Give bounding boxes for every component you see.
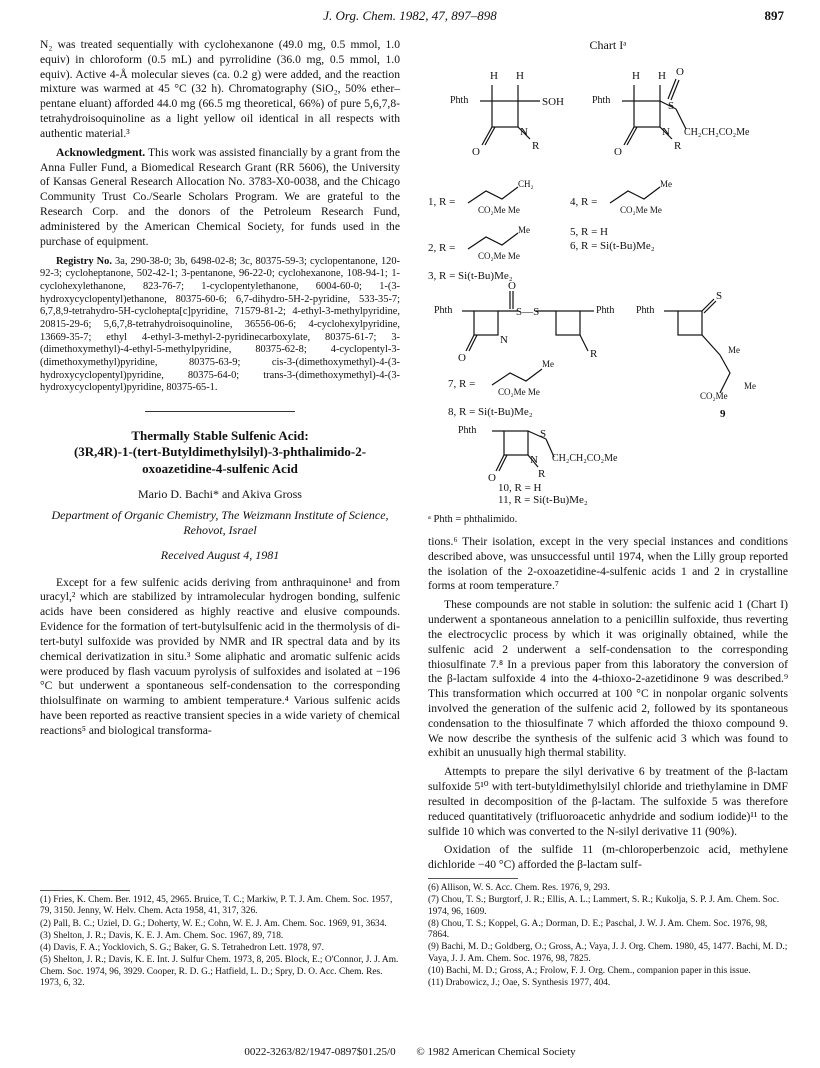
phthalimido-label: Phth (592, 95, 611, 107)
hydrogen-label: H (658, 70, 666, 83)
methyl-label: Me (728, 345, 740, 356)
body-paragraph-2: tions.⁶ Their isolation, except in the very special instances and conditions described above, was unsuccessful until 1974, when the Lilly group reported the isolation of the 2-oxoazetidine-4-sulfenic acids 1 and 2 in crystalline forms at room temperature.⁷ (428, 534, 788, 593)
r-group-label: R (532, 140, 540, 153)
r-group-label: R (674, 140, 682, 153)
body-paragraph-3: These compounds are not stable in solution: the sulfenic acid 1 (Chart I) underwent a spontaneous annelation to a penicillin sulfoxide, thus reverting the electrocyclic process by which it was originally obtained, while the sulfenic acid 2 underwent a self-condensation to the corresponding thiosulfinate 7.⁸ In a previous paper from this laboratory the conversion of the β-lactam sulfoxide 4 into the 4-thioxo-2-azetidinone 9 was described.⁹ This transformation which occurred at 100 °C in nonpolar organic solvents involved the generation of the sulfenic acid 2, followed by its spontaneous condensation to the thiosulfinate 7 which afforded the thioxo compound 9. We now describe the synthesis of the sulfenic acid 3 which was found to exhibit an unusually high thermal stability. (428, 598, 788, 760)
journal-citation (0, 8, 820, 24)
footnote: (3) Shelton, J. R.; Davis, K. E. J. Am. Chem. Soc. 1967, 89, 718. (40, 930, 284, 941)
sulfur-label: S (668, 100, 675, 113)
journal-volume: 1982, 47, 897–898 (396, 8, 497, 23)
ester-label: CO₂Me Me (620, 205, 662, 216)
body-paragraph-5: Oxidation of the sulfide 11 (m-chloroperbenzoic acid, methylene dichloride −40 °C) afforded the β-lactam sulf- (428, 843, 788, 872)
ester-label: CO₂Me Me (498, 387, 540, 398)
compound-10-label: 10, R = H (498, 482, 542, 495)
nitrogen-label: N (530, 454, 538, 467)
copyright: © 1982 American Chemical Society (416, 1046, 576, 1058)
oxygen-label: O (472, 146, 480, 159)
compound-8-label: 8, R = Si(t-Bu)Me₂ (448, 406, 533, 419)
beta-lactam-sulfoxide (622, 79, 686, 145)
chart-title: Chart Iᵃ (589, 38, 627, 52)
disulfide-bridge: S—S (516, 306, 540, 319)
methyl-label: Me (518, 225, 530, 236)
footnote: (2) Pall, B. C.; Uziel, D. G.; Doherty, W. E.; Cohn, W. E. J. Am. Chem. Soc. 1969, 91, 3634. (40, 918, 387, 929)
page-footer (0, 1046, 820, 1058)
propionate-chain: CH₂CH₂CO₂Me (684, 127, 750, 139)
footnote: (5) Shelton, J. R.; Davis, K. E. Int. J. Sulfur Chem. 1973, 8, 205. Block, E.; O'Connor, J. J. Am. Chem. Soc. 1974, 96, 3929. Cooper, R. D. G.; Hatfield, L. D.; Spry, D. O. Acc. Chem. Res. 1973, 6, 32. (40, 955, 399, 988)
body-paragraph-4: Attempts to prepare the silyl derivative 6 by treatment of the β-lactam sulfoxide 5¹⁰ with tert-butyldimethylsilyl chloride and triethylamine in DMF resulted in decomposition of the β-lactam. The sulfoxide 5 was therefore reduced quantitatively (trifluoroacetic anhydride and sodium iodide)¹¹ to the sulfide 10 which was converted to the N-silyl derivative 11 (90%). (428, 765, 788, 838)
compound-3-label: 3, R = Si(t-Bu)Me₂ (428, 270, 513, 283)
chart-footnote: ᵃ Phth = phthalimido. (428, 514, 518, 526)
footnote: (10) Bachi, M. D.; Gross, A.; Frolow, F. J. Org. Chem., companion paper in this issue. (428, 965, 751, 976)
oxygen-label: O (488, 472, 496, 485)
phthalimido-label: Phth (636, 305, 655, 317)
footnote: (11) Drabowicz, J.; Oae, S. Synthesis 1977, 404. (428, 978, 611, 989)
nitrogen-label: N (662, 126, 670, 139)
footnotes-left (40, 890, 400, 990)
footnote: (4) Davis, F. A.; Yocklovich, S. G.; Baker, G. S. Tetrahedron Lett. 1978, 97. (40, 943, 324, 954)
title-line-2: (3R,4R)-1-(tert-Butyldimethylsilyl)-3-phthalimido-2-oxoazetidine-4-sulfenic Acid (73, 444, 367, 476)
ester-label: CO₂Me Me (478, 251, 520, 262)
phthalimido-label: Phth (450, 95, 469, 107)
section-divider (145, 411, 295, 412)
compound-11-label: 11, R = Si(t-Bu)Me₂ (498, 494, 588, 507)
authors: Mario D. Bachi* and Akiva Gross (138, 486, 302, 501)
compound-6-label: 6, R = Si(t-Bu)Me₂ (570, 240, 655, 253)
thioxo-sulfur-label: S (716, 290, 723, 303)
experimental-paragraph: N₂ was treated sequentially with cyclohexanone (49.0 mg, 0.5 mmol, 1.0 equiv) in chloroform (0.5 mL) and pyrrolidine (36.0 mg, 0.5 mmol, 1.0 equiv). Active 4-Å molecular sieves (ca. 0.2 g) were added, and the reaction mixture was warmed at 45 °C (32 h). Chromatography (SiO₂, 50% ether–pentane eluant) afforded 44.0 mg (66.5 mg theoretical, 66%) of pure 5,6,7,8-tetrahydroisoquinoline as a light yellow oil identical in all respects with authentic material.³ (40, 38, 400, 140)
r-group-label: R (590, 348, 598, 361)
affiliation: Department of Organic Chemistry, The Weizmann Institute of Science, Rehovot, Israel (51, 508, 389, 538)
acknowledgment-text: This work was assisted financially by a grant from the Anna Fuller Fund, a Biomedical Research Grant (RR 5606), the University of Kansas General Research Allocation No. 3783-X0-0038, and the Chicago Community Trust Co./Searle Scholars Program. We are grateful to the Research Corp. and the donors of the Petroleum Research Fund, administered by the American Chemical Society, for funds used in the purchase of equipment. (40, 145, 400, 248)
methyl-label: Me (744, 381, 756, 392)
compound-7-label: 7, R = (448, 378, 476, 391)
footnote: (8) Chou, T. S.; Koppel, G. A.; Dorman, D. E.; Paschal, J. W. J. Am. Chem. Soc. 1976, 98, 7864. (428, 918, 768, 941)
article-code: 0022-3263/82/1947-0897$01.25/0 (244, 1046, 396, 1058)
journal-name: J. Org. Chem. (323, 8, 397, 23)
hydrogen-label: H (516, 70, 524, 83)
phthalimido-label: Phth (434, 305, 453, 317)
hydrogen-label: H (632, 70, 640, 83)
compound-1-label: 1, R = (428, 196, 456, 209)
oxygen-label: O (508, 280, 516, 293)
registry-numbers (40, 256, 400, 396)
footnote-rule (428, 878, 518, 879)
nitrogen-label: N (500, 334, 508, 347)
acknowledgment (40, 146, 400, 250)
title-line-1: Thermally Stable Sulfenic Acid: (131, 428, 309, 444)
compound-5-label: 5, R = H (570, 226, 608, 239)
sulfenic-acid-group: SOH (542, 96, 565, 109)
footnote-rule (40, 890, 130, 891)
beta-lactam-sulfenic-acid (480, 85, 540, 145)
methyl-label: Me (660, 179, 672, 190)
received-date: Received August 4, 1981 (160, 548, 280, 563)
footnotes-right (428, 878, 788, 991)
footnote: (1) Fries, K. Chem. Ber. 1912, 45, 2965. Bruice, T. C.; Markiw, P. T. J. Am. Chem. Soc. 1957, 79, 3150. Jenny, W. Helv. Chem. Acta 1958, 41, 317, 326. (40, 895, 393, 917)
r-group-label: R (538, 468, 546, 481)
compound-9-label: 9 (720, 408, 726, 421)
left-column (40, 38, 400, 743)
registry-text: 3a, 290-38-0; 3b, 6498-02-8; 3c, 80375-59-3; cyclopentanone, 120-92-3; cycloheptanone, 502-42-1; 3-pentanone, 96-22-0; cyclohexanone, 108-94-1; 1-cyclohexylethanone, 823-76-7; 1-cyclopentylethanone, 6004-60-0; 1-(3-hydroxycyclopentyl)ethanone, 80375-60-6; 6,7-dihydro-5H-2-pyridine, 533-35-7; 6,7,8,9-tetrahydro-5H-cyclohepta[c]pyridine, 71579-81-2; 4-ethyl-3-methylpyridine, 20815-29-6; 5,6,7,8-tetrahydroisoquinoline, 36556-06-6; 4-cyclohexylpyridine, 13669-35-7; ethyl 4-ethyl-3-methyl-2-pyridinecarboxylate, 80375-61-7; 3-(dimethoxymethyl)-4-ethyl-5-methylpyridine, 80375-62-8; 4-cyclopentyl-3-(dimethoxymethyl)pyridine, 80375-63-9; cis-3-(dimethoxymethyl)-4-(3-hydroxycyclopentyl)pyridine, 80375-64-0; trans-3-(dimethoxymethyl)-4-(3-hydroxycyclopentyl)pyridine, 80375-65-1. (40, 255, 400, 394)
thioxo-azetidinone (664, 299, 730, 393)
registry-heading: Registry No. (56, 255, 112, 267)
article-title (40, 428, 400, 477)
page-number: 897 (764, 8, 784, 23)
running-header (0, 8, 820, 26)
oxygen-label: O (676, 66, 684, 79)
footnote: (7) Chou, T. S.; Burgtorf, J. R.; Ellis, A. L.; Lammert, S. R.; Kukolja, S. P. J. Am. Chem. Soc. 1974, 96, 1609. (428, 895, 780, 917)
oxygen-label: O (458, 352, 466, 365)
acknowledgment-heading: Acknowledgment. (56, 145, 146, 159)
footnote: (9) Bachi, M. D.; Goldberg, O.; Gross, A.; Vaya, J. J. Org. Chem. 1980, 45, 1477. Bachi, M. D.; Vaya, J. J. Am. Chem. Soc. 1976, 98, 7825. (428, 942, 788, 964)
phthalimido-label: Phth (458, 425, 477, 437)
body-paragraph-1: Except for a few sulfenic acids deriving from anthraquinone¹ and from uracyl,² which are stabilized by intramolecular hydrogen bonding, sulfenic acids have been considered as highly reactive and elusive compounds. Evidence for the formation of tert-butylsulfenic acid in the thermolysis of di-tert-butyl sulfoxide was provided by NMR and IR spectral data and by its chemical derivatization in situ.³ Some aliphatic and aromatic sulfenic acids were produced by flash vacuum pyrolysis of sulfoxides and isolated at −196 °C but underwent a spontaneous self-condensation to the corresponding thiolsulfinate on warming to ambient temperature.⁴ Various sulfenic acids have been reported as reactive transient species in a wide variety of chemical reactions⁵ and biological transforma- (40, 575, 400, 737)
methylene-label: CH₂ (518, 179, 534, 190)
thiosulfinate (462, 291, 594, 351)
compound-2-label: 2, R = (428, 242, 456, 255)
propionate-chain: CH₂CH₂CO₂Me (552, 453, 618, 465)
chemical-structures-chart (428, 55, 788, 495)
phthalimido-label: Phth (596, 305, 615, 317)
nitrogen-label: N (520, 126, 528, 139)
hydrogen-label: H (490, 70, 498, 83)
compound-4-label: 4, R = (570, 196, 598, 209)
oxygen-label: O (614, 146, 622, 159)
sulfur-label: S (540, 428, 547, 441)
ester-label: CO₂Me (700, 391, 728, 402)
right-column (428, 38, 788, 877)
methyl-label: Me (542, 359, 554, 370)
footnote: (6) Allison, W. S. Acc. Chem. Res. 1976, 9, 293. (428, 883, 610, 893)
ester-label: CO₂Me Me (478, 205, 520, 216)
